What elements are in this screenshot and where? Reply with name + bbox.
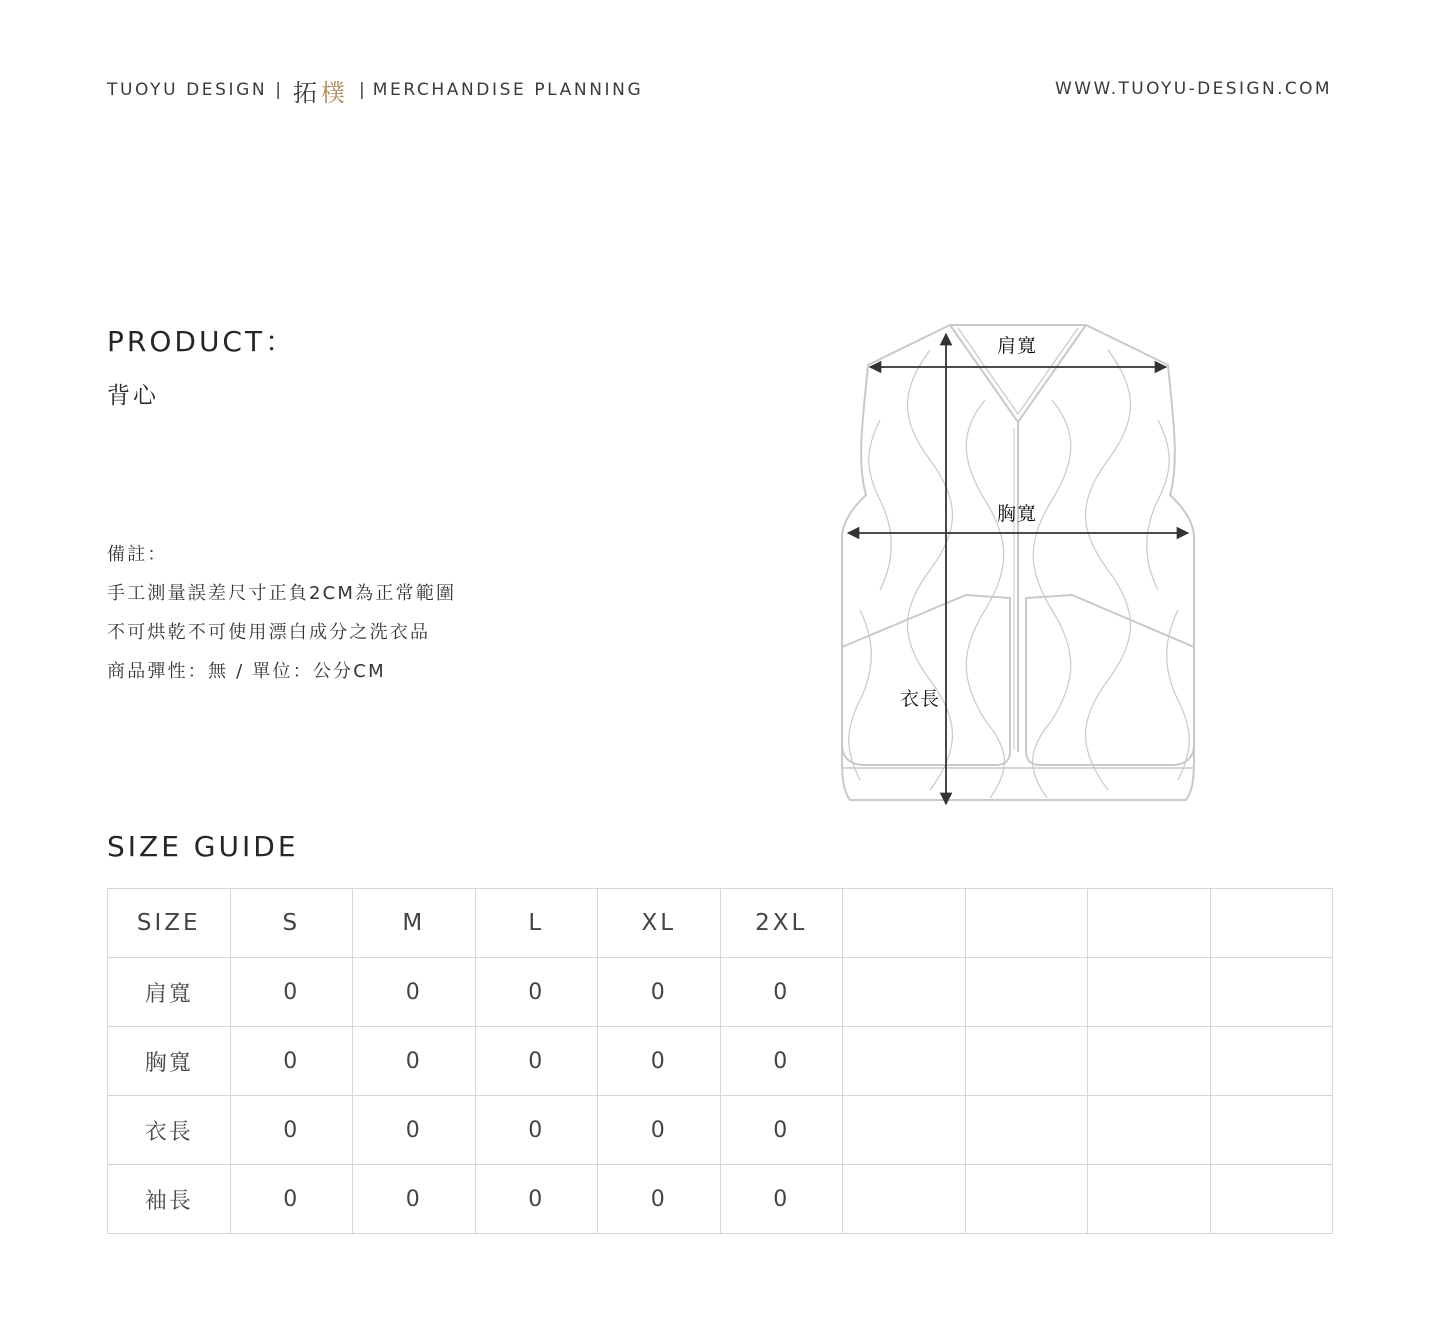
table-cell [965, 1165, 1088, 1234]
table-cell: 0 [230, 958, 353, 1027]
table-row [108, 1165, 1333, 1234]
table-header-cell: XL [598, 889, 721, 958]
table-cell: 0 [353, 1096, 476, 1165]
chest-label: 胸寬 [996, 503, 1038, 525]
table-cell [1210, 1096, 1333, 1165]
table-cell: 0 [598, 1027, 721, 1096]
brand-logo [293, 73, 349, 108]
table-row [108, 1096, 1333, 1165]
table-header-cell: L [475, 889, 598, 958]
product-label: PRODUCT： [107, 325, 297, 358]
table-cell [965, 958, 1088, 1027]
table-cell: 0 [353, 1027, 476, 1096]
table-row-label: 衣長 [108, 1096, 231, 1165]
header-separator: | [275, 80, 281, 100]
table-row-label: 袖長 [108, 1165, 231, 1234]
notes-title: 備註： [107, 544, 168, 565]
vest-diagram [820, 310, 1220, 820]
note-line: 商品彈性：無 / 單位：公分CM [107, 661, 386, 682]
table-cell [1088, 1027, 1211, 1096]
table-cell: 0 [353, 958, 476, 1027]
table-cell [843, 958, 966, 1027]
logo-main-char: 拓 [292, 78, 321, 107]
table-cell: 0 [598, 1165, 721, 1234]
logo-accent-char: 樸 [320, 78, 349, 107]
table-row-label: 胸寬 [108, 1027, 231, 1096]
table-cell [1088, 1096, 1211, 1165]
note-line: 手工測量誤差尺寸正負2CM為正常範圍 [107, 583, 457, 604]
shoulder-label: 肩寬 [996, 335, 1038, 357]
table-cell: 0 [230, 1027, 353, 1096]
table-cell: 0 [230, 1096, 353, 1165]
product-name: 背心 [107, 383, 159, 409]
note-line: 不可烘乾不可使用漂白成分之洗衣品 [107, 622, 431, 643]
table-header-cell: SIZE [108, 889, 231, 958]
table-cell [1210, 958, 1333, 1027]
table-header-cell [1210, 889, 1333, 958]
length-label: 衣長 [899, 688, 941, 710]
table-cell: 0 [720, 1096, 843, 1165]
size-table [107, 888, 1333, 1234]
table-cell [1210, 1165, 1333, 1234]
table-cell: 0 [720, 1165, 843, 1234]
table-header-row [108, 889, 1333, 958]
table-cell: 0 [598, 958, 721, 1027]
brand-tagline: MERCHANDISE PLANNING [372, 80, 644, 100]
table-row-label: 肩寬 [108, 958, 231, 1027]
table-header-cell [843, 889, 966, 958]
table-cell: 0 [475, 1165, 598, 1234]
table-cell [843, 1027, 966, 1096]
table-row [108, 958, 1333, 1027]
brand-name: TUOYU DESIGN [107, 80, 268, 100]
table-header-cell: 2XL [720, 889, 843, 958]
table-cell [1088, 1165, 1211, 1234]
table-cell: 0 [353, 1165, 476, 1234]
table-cell [843, 1096, 966, 1165]
table-cell: 0 [475, 1096, 598, 1165]
table-header-cell [1088, 889, 1211, 958]
vest-right-pocket [1026, 595, 1194, 765]
table-header-cell: M [353, 889, 476, 958]
size-guide-title: SIZE GUIDE [107, 830, 299, 863]
table-cell: 0 [720, 1027, 843, 1096]
table-cell [1210, 1027, 1333, 1096]
table-cell [965, 1027, 1088, 1096]
header-left [107, 76, 644, 107]
table-cell [843, 1165, 966, 1234]
notes-block [107, 541, 456, 697]
table-row [108, 1027, 1333, 1096]
table-header-cell [965, 889, 1088, 958]
table-header-cell: S [230, 889, 353, 958]
table-cell: 0 [230, 1165, 353, 1234]
table-cell: 0 [598, 1096, 721, 1165]
website-url: WWW.TUOYU-DESIGN.COM [1055, 79, 1332, 99]
table-cell: 0 [475, 958, 598, 1027]
table-cell [965, 1096, 1088, 1165]
header-separator-2: | [358, 80, 365, 100]
table-cell: 0 [475, 1027, 598, 1096]
table-cell: 0 [720, 958, 843, 1027]
table-cell [1088, 958, 1211, 1027]
